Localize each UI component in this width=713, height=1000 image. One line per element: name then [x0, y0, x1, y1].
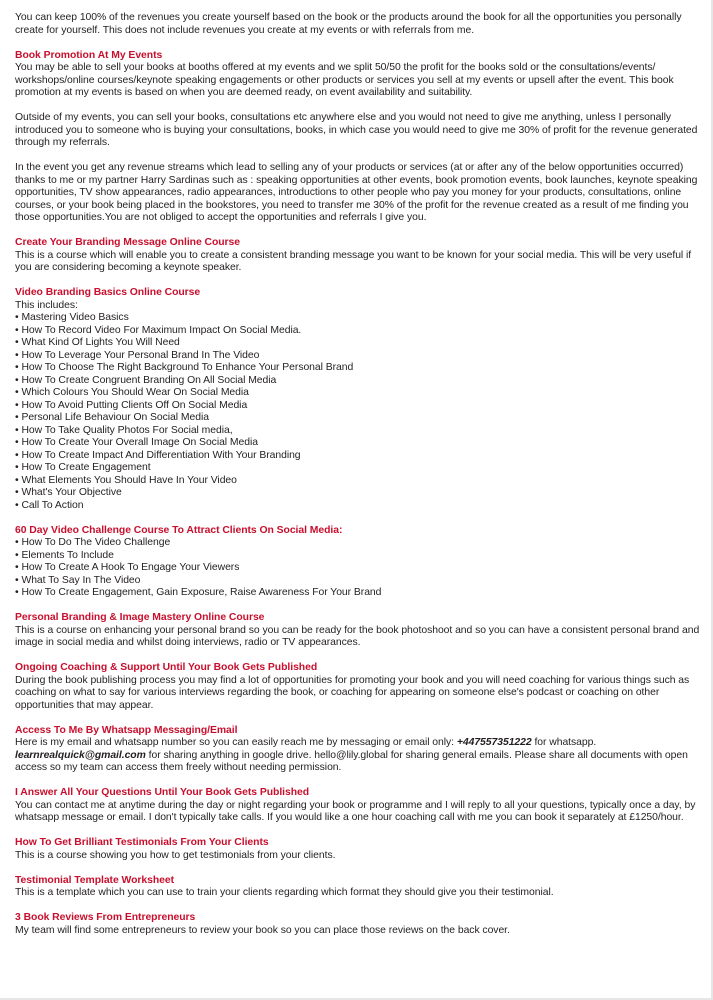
coaching-heading: Ongoing Coaching & Support Until Your Book Gets Published: [15, 662, 318, 673]
list-item: • Personal Life Behaviour On Social Media: [15, 412, 701, 425]
list-item: • What Kind Of Lights You Will Need: [15, 337, 701, 350]
list-item: • How To Leverage Your Personal Brand In The Video: [15, 350, 701, 363]
email-address: learnrealquick@gmail.com: [15, 749, 146, 761]
video-basics-list: [15, 312, 701, 512]
whatsapp-number: +447557351222: [456, 737, 532, 748]
video-basics-intro: This includes:: [15, 299, 78, 311]
list-item: • How To Create A Hook To Engage Your Viewers: [15, 562, 701, 575]
book-promotion-paragraph-3: In the event you get any revenue streams which lead to selling any of your products or services (at or after any of the below opportunities occurred) thanks to me or my partner Harry Sardinas such as : speaking opportunities at other events, book promotion events, book launches, keynote speaking opportunities, TV show appearances, radio appearances, introductions to other people who pay you money for your products, consultations, online courses, or your book being placed in the bookstores, you need to transfer me 30% of the profit for the revenue created as a result of me finding you those opportunities.You are not obliged to accept the opportunities and referrals I give you.: [15, 162, 698, 223]
coaching-text: During the book publishing process you may find a lot of opportunities for promoting your book and you will need coaching for various things such as coaching on what to say for various interviews regarding the book, or coaching for appearing on someone else's podcast or coaching on other opportunities that may appear.: [15, 674, 690, 711]
list-item: • How To Choose The Right Background To Enhance Your Personal Brand: [15, 362, 701, 375]
access-text-part-1: Here is my email and whatsapp number so you can easily reach me by messaging or email only:: [15, 737, 457, 748]
worksheet-text: This is a template which you can use to train your clients regarding which format they should give you their testimonial.: [15, 887, 554, 898]
list-item: • How To Record Video For Maximum Impact On Social Media.: [15, 325, 701, 338]
image-mastery-text: This is a course on enhancing your personal brand so you can be ready for the book photoshoot and so you can have a consistent personal brand and image in social media and whilst doing interviews, radio or TV appearances.: [15, 624, 700, 648]
list-item: • What To Say In The Video: [15, 575, 701, 588]
video-basics-heading: Video Branding Basics Online Course: [15, 287, 201, 298]
list-item: • Which Colours You Should Wear On Social Media: [15, 387, 701, 400]
list-item: • How To Create Your Overall Image On Social Media: [15, 437, 701, 450]
access-text-part-2: for whatsapp.: [531, 737, 597, 748]
list-item: • Elements To Include: [15, 550, 701, 563]
list-item: • How To Take Quality Photos For Social media,: [15, 425, 701, 438]
list-item: • How To Create Engagement: [15, 462, 701, 475]
branding-message-heading: Create Your Branding Message Online Course: [15, 237, 241, 248]
list-item: • What's Your Objective: [15, 487, 701, 500]
book-promotion-heading: Book Promotion At My Events: [15, 49, 163, 61]
list-item: • How To Create Congruent Branding On All Social Media: [15, 375, 701, 388]
list-item: • How To Create Impact And Differentiation With Your Branding: [15, 450, 701, 463]
list-item: • What Elements You Should Have In Your Video: [15, 475, 701, 488]
list-item: • How To Create Engagement, Gain Exposure, Raise Awareness For Your Brand: [15, 587, 701, 600]
answers-heading: I Answer All Your Questions Until Your Book Gets Published: [15, 787, 310, 798]
access-heading: Access To Me By Whatsapp Messaging/Email: [15, 724, 238, 736]
testimonials-text: This is a course showing you how to get testimonials from your clients.: [15, 849, 336, 861]
book-promotion-paragraph-2: Outside of my events, you can sell your books, consultations etc anywhere else and you would not need to give me anything, unless I personally introduced you to someone who is buying your consultations, books, in which case you would need to give me 30% of profit for the revenue generated through my referrals.: [15, 112, 698, 148]
branding-message-text: This is a course which will enable you to create a consistent branding message you want to be known for your social media. This will be very useful if you are considering becoming a keynote speaker.: [15, 249, 692, 273]
reviews-heading: 3 Book Reviews From Entrepreneurs: [15, 912, 196, 923]
image-mastery-heading: Personal Branding & Image Mastery Online Course: [15, 612, 265, 623]
testimonials-heading: How To Get Brilliant Testimonials From Your Clients: [15, 837, 269, 848]
book-promotion-paragraph-1: You may be able to sell your books at booths offered at my events and we split 50/50 the profit for the books sold or the consultations/events/ workshops/online courses/keynote speaking engagements or other products or services you sell at my events or upsell after the event. This book promotion at my events is based on when you are deemed ready, on event availability and suitability.: [15, 62, 674, 98]
list-item: • Call To Action: [15, 500, 701, 513]
document-page: [15, 12, 701, 937]
video-challenge-heading: 60 Day Video Challenge Course To Attract Clients On Social Media:: [15, 524, 343, 536]
access-text-part-3: for sharing anything in google drive. hello@lily.global for sharing general emails. Please share all documents with open access so my team can access them freely without needing permission.: [15, 749, 688, 773]
list-item: • Mastering Video Basics: [15, 312, 701, 325]
reviews-text: My team will find some entrepreneurs to review your book so you can place those reviews on the back cover.: [15, 924, 510, 936]
list-item: • How To Do The Video Challenge: [15, 537, 701, 550]
list-item: • How To Avoid Putting Clients Off On Social Media: [15, 400, 701, 413]
answers-text: You can contact me at anytime during the day or night regarding your book or programme and I will reply to all your questions, typically once a day, by whatsapp message or email. I don't typically take calls. If you would like a one hour coaching call with me you can book it separately at £1250/hour.: [15, 799, 696, 823]
access-text: [15, 737, 701, 775]
worksheet-heading: Testimonial Template Worksheet: [15, 874, 175, 886]
video-challenge-list: [15, 537, 701, 600]
intro-paragraph: You can keep 100% of the revenues you create yourself based on the book or the products around the book for all the opportunities you personally create for yourself. This does not include revenues you create at my events or with referrals from me.: [15, 12, 682, 36]
